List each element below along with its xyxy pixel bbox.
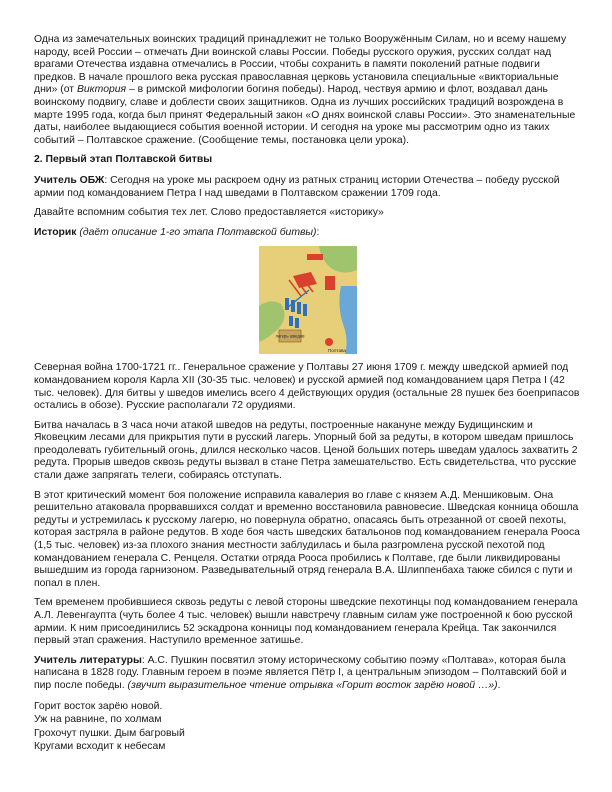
intro-text-1: Одна из замечательных воинских традиций принадлежит не только Вооружённым Силам, но и всему нашему народу, всей России – отмечать Дни воинской славы России. Победы русского оружия, русских солдат над врагами Отечества издавна отмечались в России, чтобы сохранить в памяти поколений ратные подвиги предков. В начале прошлого века русская православная церковь установила специальные «викториальные дни» (от	[34, 34, 567, 96]
historian-note: (даёт описание 1-го этапа Полтавской битвы)	[76, 226, 317, 238]
literature-note: (звучит выразительное чтение отрывка «Горит восток зарёю новой …»)	[124, 679, 498, 691]
obzh-text: : Сегодня на уроке мы раскроем одну из ратных страниц истории Отечества – победу русской армии под командованием Петра I над шведами в Полтавском сражении 1709 года.	[34, 174, 560, 199]
poem-excerpt	[34, 700, 582, 754]
intro-paragraph	[34, 34, 582, 147]
history-paragraph-3: В этот критический момент боя положение исправила кавалерия во главе с князем А.Д. Меншиковым. Она решительно атаковала прорвавшихся солдат и временно восстановила равновесие. Шведская конница обошла редуты и устремилась к русскому лагерю, но повернула обратно, опасаясь быть отрезанной от своей пехоты, которая застряла в районе редутов. В ходе боя часть шведских батальонов под командованием генерала Рооса (1,5 тыс. человек) из-за плохого знания местности заблудилась и была разгромлена русской пехотой под командованием генерала С. Ренцеля. Остатки отряда Рооса пробились к Полтаве, где были ликвидированы вышедшим из города гарнизоном. Разведывательный отряд генерала В.А. Шлиппенбаха также сбился с пути и попал в плен.	[34, 489, 580, 589]
literature-paragraph	[34, 655, 582, 693]
poem-line: Кругами всходит к небесам	[34, 741, 166, 753]
poltava-battle-map	[259, 246, 357, 354]
intro-italic: Виктория	[76, 84, 127, 96]
speaker-label-historian: Историк	[34, 226, 77, 238]
historian-colon: :	[316, 226, 320, 238]
history-paragraph-4: Тем временем пробившиеся сквозь редуты с левой стороны шведские пехотинцы под командованием генерала А.Л. Левенгаупта (чуть более 4 тыс. человек) вышли навстречу главным силам уже построенной к бою русской армии. К ним присоединились 52 эскадрона конницы под командованием генерала Крейца. Так закончился первый этап сражения. Наступило временное затишье.	[34, 597, 578, 647]
literature-end: .	[497, 679, 501, 691]
map-label-poltava: Полтава	[328, 348, 346, 354]
speaker-label-literature: Учитель литературы	[34, 654, 142, 666]
section-heading: 2. Первый этап Полтавской битвы	[34, 154, 213, 166]
poem-line: Горит восток зарёю новой.	[34, 700, 163, 712]
russian-unit-top	[307, 254, 323, 260]
recall-paragraph: Давайте вспомним события тех лет. Слово предоставляется «историку»	[34, 207, 384, 219]
battle-map-container	[34, 246, 582, 354]
speaker-label-obzh: Учитель ОБЖ	[34, 174, 105, 186]
history-paragraph-1: Северная война 1700-1721 гг.. Генеральное сражение у Полтавы 27 июня 1709 г. между шведской армией под командованием короля Карла XII (30-35 тыс. человек) и русской армией под командованием царя Петра I (42 тыс. человек). Для битвы у шведов имелись всего 4 действующих орудия (остальные 28 пушек без боеприпасов остались в обозе). Русские располагали 72 орудиями.	[34, 362, 580, 412]
russian-camp	[325, 276, 335, 290]
poem-line: Грохочут пушки. Дым багровый	[34, 727, 185, 739]
literature-text: : А.С. Пушкин посвятил этому историческому событию поэму «Полтава», которая была написана в 1828 году. Главным героем в поэме является Пётр I, а центральным эпизодом – Полтавский бой и пир после победы.	[34, 654, 567, 691]
poem-line: Уж на равнине, по холмам	[34, 714, 162, 726]
intro-text-2: – в римской мифологии богиня победы). Народ, чествуя армию и флот, воздавал дань воинскому подвигу, славе и доблести своих защитников. Одна из лучших российских традиций возрождена в марте 1995 года, когда был принят Федеральный закон «О днях воинской славы России». Это знаменательные даты, наиболее выдающиеся события военной истории. И сегодня на уроке мы рассмотрим одно из таких событий – Полтавское сражение. (Сообщение темы, постановка цели урока).	[34, 84, 576, 146]
obzh-paragraph	[34, 175, 582, 200]
document-body	[34, 34, 582, 754]
historian-paragraph	[34, 227, 582, 240]
poltava-town	[325, 338, 333, 346]
map-label-camp: лагерь шведов	[275, 333, 305, 339]
history-paragraph-2: Битва началась в 3 часа ночи атакой шведов на редуты, построенные накануне между Будищинским и Яковецким лесами для прикрытия пути в русский лагерь. Упорный бой за редуты, в котором шведам пришлось преодолевать губительный огонь, длился несколько часов. Ценой больших потерь шведам удалось захватить 2 редута. Прорыв шведов сквозь редуты вызвал в стане Петра замешательство. Есть свидетельства, что русские стали даже запрягать телеги, собираясь отступать.	[34, 419, 578, 482]
